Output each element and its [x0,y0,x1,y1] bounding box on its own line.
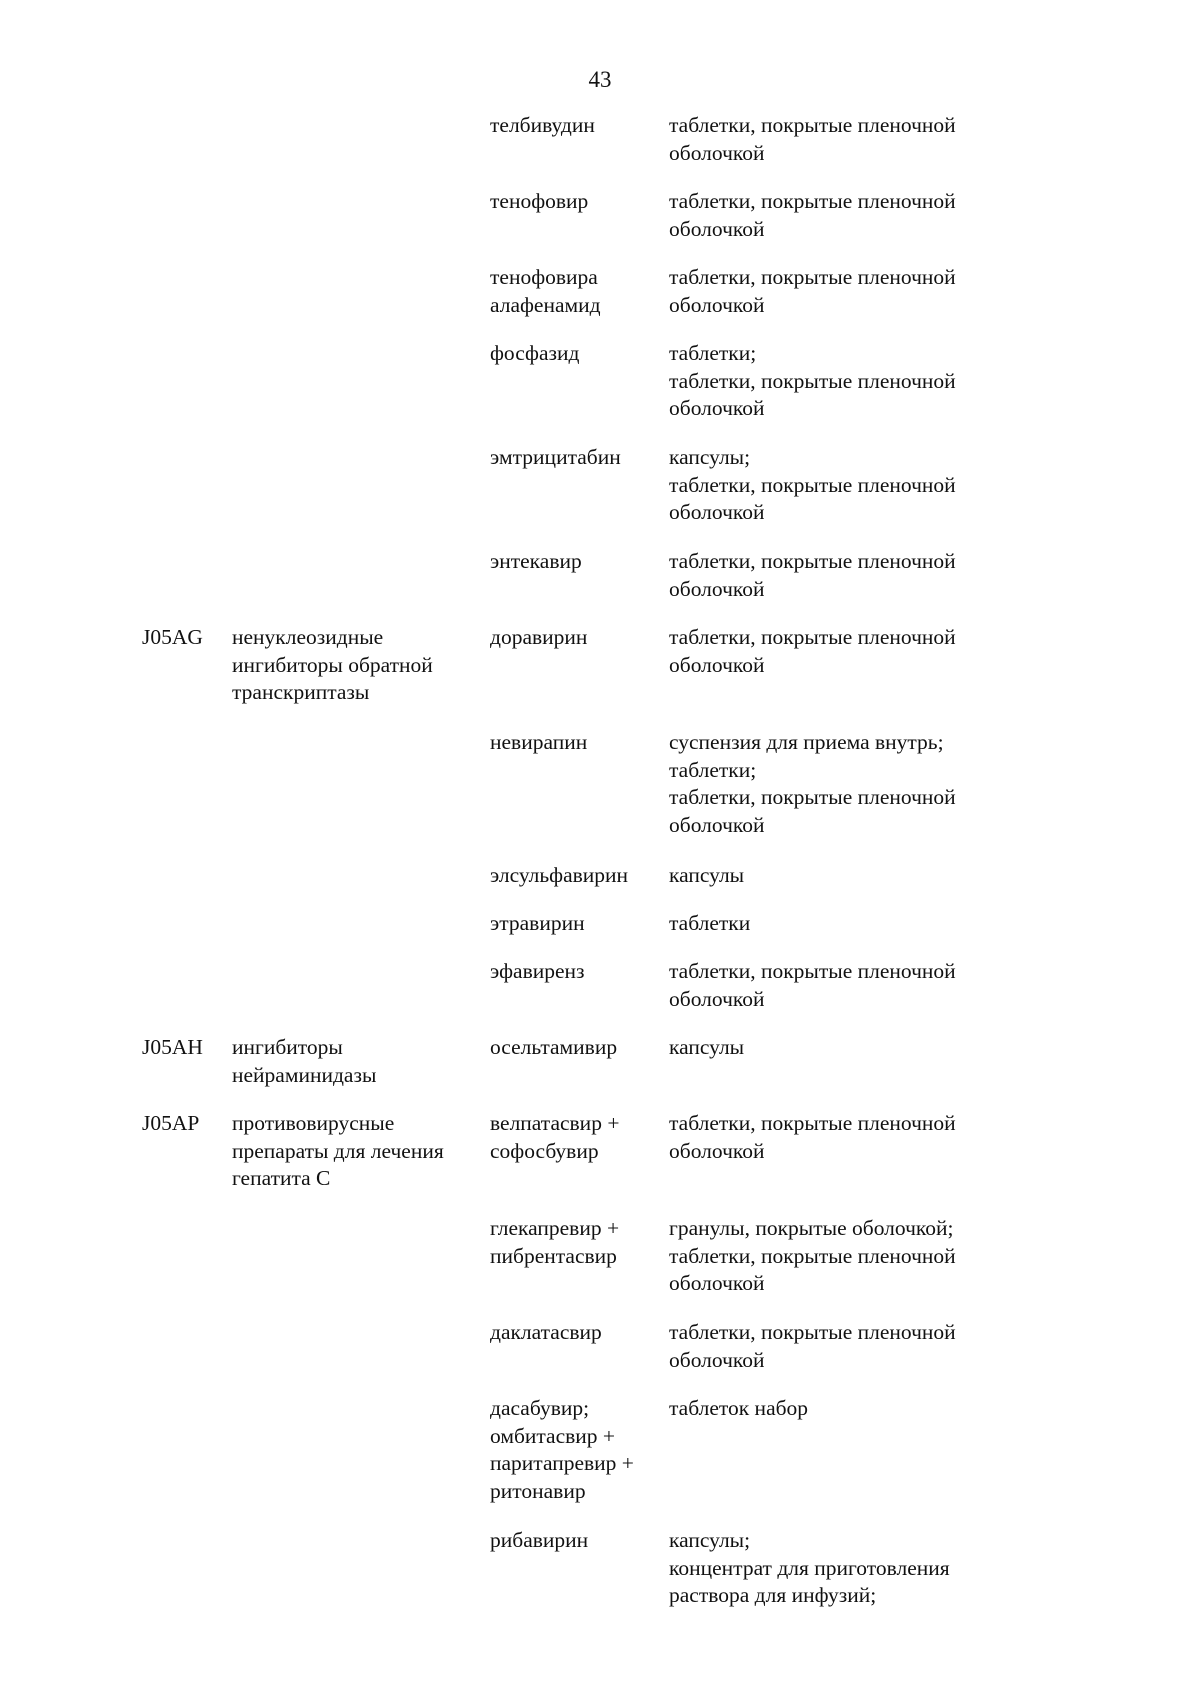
drug-name: невирапин [490,730,588,754]
drug-name: дасабувир; омбитасвир + паритапревир + ритонавир [490,1396,634,1503]
group-name: противовирусные препараты для лечения гепатита С [232,1111,444,1190]
drug-name: велпатасвир + софосбувир [490,1111,620,1163]
dosage-form: таблетки, покрытые пленочной оболочкой [669,113,956,165]
dosage-form: капсулы; концентрат для приготовления раствора для инфузий; [669,1528,950,1607]
atc-code: J05AP [142,1111,200,1135]
dosage-form: капсулы [669,1035,745,1059]
dosage-form: таблетки [669,911,751,935]
drug-name: тенофовира алафенамид [490,265,601,317]
dosage-form: таблетки; таблетки, покрытые пленочной оболочкой [669,341,956,420]
dosage-form: таблетки, покрытые пленочной оболочкой [669,959,956,1011]
dosage-form: гранулы, покрытые оболочкой; таблетки, покрытые пленочной оболочкой [669,1216,956,1295]
page-number: 43 [588,67,612,92]
dosage-form: таблетки, покрытые пленочной оболочкой [669,189,956,241]
atc-code: J05AG [142,625,203,649]
drug-name: эфавиренз [490,959,585,983]
drug-name: тенофовир [490,189,589,213]
dosage-form: таблетки, покрытые пленочной оболочкой [669,549,956,601]
drug-name: даклатасвир [490,1320,602,1344]
dosage-form: капсулы [669,863,745,887]
dosage-form: таблеток набор [669,1396,809,1420]
drug-name: эмтрицитабин [490,445,621,469]
atc-code: J05AH [142,1035,203,1059]
drug-name: телбивудин [490,113,595,137]
drug-name: этравирин [490,911,585,935]
drug-name: фосфазид [490,341,580,365]
drug-name: энтекавир [490,549,582,573]
drug-name: доравирин [490,625,588,649]
drug-name: рибавирин [490,1528,589,1552]
group-name: ненуклеозидные ингибиторы обратной транскриптазы [232,625,433,704]
dosage-form: капсулы; таблетки, покрытые пленочной оболочкой [669,445,956,524]
dosage-form: таблетки, покрытые пленочной оболочкой [669,265,956,317]
dosage-form: суспензия для приема внутрь; таблетки; таблетки, покрытые пленочной оболочкой [669,730,956,837]
drug-name: элсульфавирин [490,863,629,887]
dosage-form: таблетки, покрытые пленочной оболочкой [669,625,956,677]
group-name: ингибиторы нейраминидазы [232,1035,377,1087]
dosage-form: таблетки, покрытые пленочной оболочкой [669,1111,956,1163]
drug-name: осельтамивир [490,1035,618,1059]
drug-name: глекапревир + пибрентасвир [490,1216,620,1268]
dosage-form: таблетки, покрытые пленочной оболочкой [669,1320,956,1372]
